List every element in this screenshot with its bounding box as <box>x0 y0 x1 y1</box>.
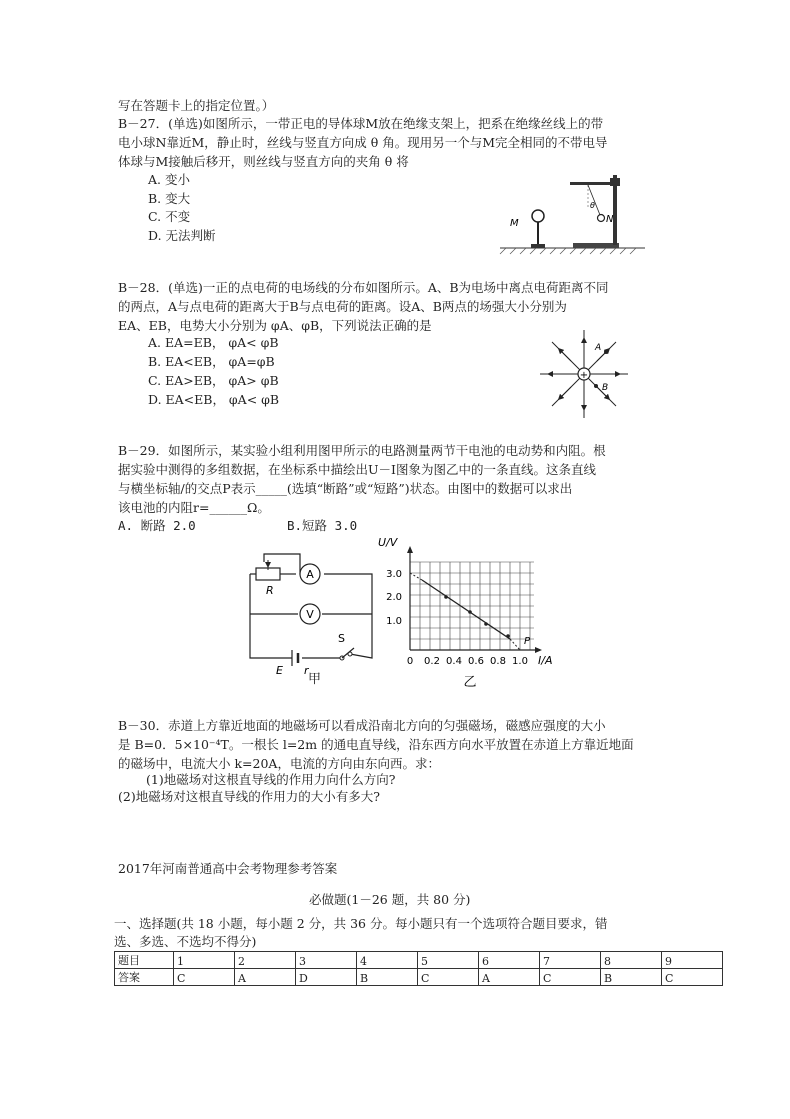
q27-option-c: C. 不变 <box>148 209 191 224</box>
q28-label-b: B <box>602 383 609 393</box>
q29-line-1: B－29．如图所示，某实验小组利用图甲所示的电路测量两节干电池的电动势和内阻。根 <box>118 443 606 458</box>
table-cell: C <box>418 969 479 986</box>
intro-text: 写在答题卡上的指定位置。） <box>118 98 275 113</box>
q29-graph-xtick: 0.4 <box>446 656 462 667</box>
answer-instruction-1: 一、选择题(共 18 小题，每小题 2 分，共 36 分。每小题只有一个选项符合题目要求，错 <box>114 916 608 931</box>
q29-answer-b: B.短路 3.0 <box>287 518 358 533</box>
q29-circuit-figure <box>240 552 380 682</box>
table-cell: A <box>235 969 296 986</box>
q28-option-b: B. EA<EB， φA=φB <box>148 354 275 369</box>
q28-line-1: B－28．(单选)一正的点电荷的电场线的分布如图所示。A、B为电场中离点电荷距离不同 <box>118 280 609 295</box>
q29-caption-yi: 乙 <box>463 675 477 690</box>
table-cell: 6 <box>479 952 540 969</box>
table-cell: B <box>601 969 662 986</box>
table-cell: C <box>174 969 235 986</box>
q28-line-2: 的两点，A与点电荷的距离大于B与点电荷的距离。设A、B两点的场强大小分别为 <box>118 299 567 314</box>
answer-table-row <box>115 969 723 986</box>
q29-graph-ylabel: U/V <box>378 536 398 549</box>
q29-line-4: 该电池的内阻r=______Ω。 <box>118 500 270 515</box>
q29-label-voltmeter: V <box>306 608 314 621</box>
q27-option-d: D. 无法判断 <box>148 228 216 243</box>
q29-label-ammeter: A <box>306 568 314 581</box>
table-cell: 2 <box>235 952 296 969</box>
table-cell: 9 <box>662 952 723 969</box>
q28-option-c: C. EA>EB， φA> φB <box>148 373 279 388</box>
answer-table-header-row <box>115 952 723 969</box>
q27-line-2: 电小球N靠近M，静止时，丝线与竖直方向成 θ 角。现用另一个与M完全相同的不带电导 <box>118 135 608 150</box>
answer-instruction-2: 选、多选、不选均不得分) <box>114 934 257 949</box>
q27-label-m: M <box>510 218 519 229</box>
q29-graph-xtick: 1.0 <box>512 656 528 667</box>
table-cell: 8 <box>601 952 662 969</box>
table-cell: 题目 <box>115 952 174 969</box>
q29-graph-xtick: 0.8 <box>490 656 506 667</box>
q29-label-r: r <box>304 664 309 677</box>
q28-option-a: A. EA=EB， φA< φB <box>148 335 279 350</box>
q28-figure <box>538 326 630 422</box>
q29-label-r-var: R <box>266 584 274 597</box>
table-cell: 答案 <box>115 969 174 986</box>
q27-line-1: B－27．(单选)如图所示，一带正电的导体球M放在绝缘支架上，把系在绝缘丝线上的带 <box>118 116 604 131</box>
q30-line-2: 是 B=0．5×10⁻⁴T。一根长 l=2m 的通电直导线，沿东西方向水平放置在赤道上方靠近地面 <box>118 737 634 752</box>
q29-graph-xtick: 0.2 <box>424 656 440 667</box>
q29-graph-xtick: 0.6 <box>468 656 484 667</box>
table-cell: D <box>296 969 357 986</box>
q29-caption-jia: 甲 <box>308 672 322 687</box>
answer-table <box>114 951 723 986</box>
table-cell: 1 <box>174 952 235 969</box>
q27-line-3: 体球与M接触后移开，则丝线与竖直方向的夹角 θ 将 <box>118 154 409 169</box>
q29-graph-ytick: 2.0 <box>386 592 402 603</box>
q30-sub-1: (1)地磁场对这根直导线的作用力向什么方向? <box>146 772 396 787</box>
table-cell: 4 <box>357 952 418 969</box>
q29-graph-label-p: P <box>524 636 531 647</box>
q29-line-3: 与横坐标轴/的交点P表示_____(选填“断路”或“短路”)状态。由图中的数据可以求出 <box>118 481 573 496</box>
table-cell: 7 <box>540 952 601 969</box>
q29-ui-graph <box>374 536 553 690</box>
q29-graph-ytick: 1.0 <box>386 616 402 627</box>
table-cell: 3 <box>296 952 357 969</box>
q28-label-plus: + <box>579 370 589 381</box>
table-cell: 5 <box>418 952 479 969</box>
q28-label-a: A <box>595 343 602 353</box>
q27-label-n: N <box>606 214 614 225</box>
q29-line-2: 据实验中测得的多组数据，在坐标系中描绘出U－I图象为图乙中的一条直线。这条直线 <box>118 462 596 477</box>
q29-answer-a: A. 断路 2.0 <box>118 518 196 533</box>
q29-label-switch: S <box>338 632 345 645</box>
q29-graph-xtick: 0 <box>406 656 414 667</box>
table-cell: C <box>540 969 601 986</box>
q27-option-b: B. 变大 <box>148 191 191 206</box>
q29-graph-ytick: 3.0 <box>386 569 402 580</box>
q27-label-theta: θ <box>590 201 595 210</box>
q28-option-d: D. EA<EB， φA< φB <box>148 392 280 407</box>
q30-line-1: B－30．赤道上方靠近地面的地磁场可以看成沿南北方向的匀强磁场，磁感应强度的大小 <box>118 718 606 733</box>
q29-label-e: E <box>276 664 283 677</box>
answer-title: 2017年河南普通高中会考物理参考答案 <box>118 861 338 876</box>
q27-figure <box>500 170 650 258</box>
q28-line-3: EA、EB，电势大小分别为 φA、φB，下列说法正确的是 <box>118 318 432 333</box>
table-cell: B <box>357 969 418 986</box>
table-cell: A <box>479 969 540 986</box>
q27-option-a: A. 变小 <box>148 172 190 187</box>
table-cell: C <box>662 969 723 986</box>
q30-line-3: 的磁场中，电流大小 k=20A，电流的方向由东向西。求： <box>118 756 440 771</box>
q29-graph-xlabel: I/A <box>538 654 553 667</box>
q30-sub-2: (2)地磁场对这根直导线的作用力的大小有多大? <box>118 789 380 804</box>
answer-section: 必做题(1－26 题，共 80 分) <box>309 892 471 907</box>
